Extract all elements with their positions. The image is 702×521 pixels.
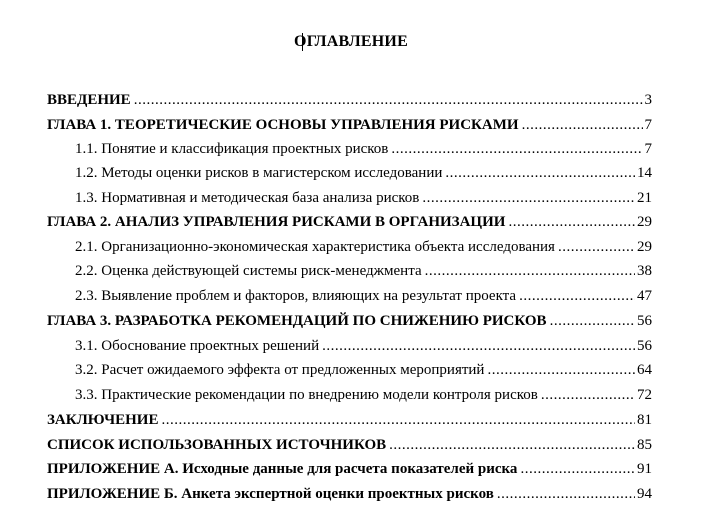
toc-page-number: 56 [637, 338, 652, 354]
toc-entry-text: ПРИЛОЖЕНИЕ А. Исходные данные для расчета показателей риска [47, 461, 518, 477]
toc-entry-section-2-2[interactable] [75, 262, 652, 280]
dot-leader [422, 189, 635, 207]
toc-entry-text: 3.3. Практические рекомендации по внедрению модели контроля рисков [75, 387, 538, 403]
toc-entry-chapter-1[interactable] [47, 116, 652, 134]
toc-entry-appendix-b[interactable] [47, 485, 652, 503]
toc-entry-text: 1.3. Нормативная и методическая база анализа рисков [75, 190, 420, 206]
dot-leader [508, 213, 635, 231]
dot-leader [522, 116, 643, 134]
toc-page-number: 38 [637, 263, 652, 279]
toc-page-number: 47 [637, 288, 652, 304]
dot-leader [134, 91, 643, 109]
toc-page-number: 81 [637, 412, 652, 428]
toc-entry-section-1-1[interactable] [75, 140, 652, 158]
toc-page-number: 29 [637, 239, 652, 255]
dot-leader [389, 436, 635, 454]
toc-page-number: 91 [637, 461, 652, 477]
dot-leader [550, 312, 635, 330]
toc-entry-section-1-3[interactable] [75, 189, 652, 207]
dot-leader [322, 337, 635, 355]
toc-entry-text: ГЛАВА 3. РАЗРАБОТКА РЕКОМЕНДАЦИЙ ПО СНИЖЕНИЮ РИСКОВ [47, 313, 547, 329]
toc-entry-introduction[interactable] [47, 91, 652, 109]
toc-entry-chapter-2[interactable] [47, 213, 652, 231]
toc-entry-text: ГЛАВА 2. АНАЛИЗ УПРАВЛЕНИЯ РИСКАМИ В ОРГАНИЗАЦИИ [47, 214, 506, 230]
toc-entry-text: ЗАКЛЮЧЕНИЕ [47, 412, 159, 428]
toc-entry-section-2-3[interactable] [75, 287, 652, 305]
toc-entry-text: 3.1. Обоснование проектных решений [75, 338, 320, 354]
toc-entry-section-3-2[interactable] [75, 361, 652, 379]
toc-entry-text: ПРИЛОЖЕНИЕ Б. Анкета экспертной оценки проектных рисков [47, 486, 494, 502]
toc-entry-conclusion[interactable] [47, 411, 652, 429]
toc-page-number: 29 [637, 214, 652, 230]
dot-leader [520, 460, 635, 478]
toc-entry-section-1-2[interactable] [75, 164, 652, 182]
dot-leader [391, 140, 642, 158]
dot-leader [519, 287, 635, 305]
toc-page-number: 7 [644, 117, 652, 133]
dot-leader [487, 361, 635, 379]
toc-entry-text: 2.3. Выявление проблем и факторов, влияющих на результат проекта [75, 288, 517, 304]
toc-entry-text: ВВЕДЕНИЕ [47, 92, 131, 108]
toc-entry-text: 1.1. Понятие и классификация проектных рисков [75, 141, 389, 157]
dot-leader [541, 386, 635, 404]
toc-entry-text: 2.2. Оценка действующей системы риск-менеджмента [75, 263, 422, 279]
toc-page-number: 64 [637, 362, 652, 378]
toc-entry-text: ГЛАВА 1. ТЕОРЕТИЧЕСКИЕ ОСНОВЫ УПРАВЛЕНИЯ РИСКАМИ [47, 117, 519, 133]
toc-entry-text: СПИСОК ИСПОЛЬЗОВАННЫХ ИСТОЧНИКОВ [47, 437, 387, 453]
toc-page-number: 3 [644, 92, 652, 108]
toc-entry-text: 3.2. Расчет ожидаемого эффекта от предложенных мероприятий [75, 362, 485, 378]
toc-page-number: 14 [637, 165, 652, 181]
dot-leader [497, 485, 635, 503]
toc-entry-text: 1.2. Методы оценки рисков в магистерском исследовании [75, 165, 443, 181]
toc-entry-section-2-1[interactable] [75, 238, 652, 256]
toc-page-number: 21 [637, 190, 652, 206]
toc-page-number: 94 [637, 486, 652, 502]
dot-leader [558, 238, 635, 256]
toc-page-number: 56 [637, 313, 652, 329]
toc-entry-chapter-3[interactable] [47, 312, 652, 330]
toc-entry-references[interactable] [47, 436, 652, 454]
dot-leader [161, 411, 635, 429]
toc-page-number: 7 [644, 141, 652, 157]
toc-page-number: 85 [637, 437, 652, 453]
toc-entry-text: 2.1. Организационно-экономическая характеристика объекта исследования [75, 239, 555, 255]
toc-entry-section-3-1[interactable] [75, 337, 652, 355]
dot-leader [425, 262, 635, 280]
dot-leader [445, 164, 635, 182]
toc-page-number: 72 [637, 387, 652, 403]
page-title: ОГЛАВЛЕНИЕ [294, 33, 408, 50]
toc-entry-section-3-3[interactable] [75, 386, 652, 404]
toc-entry-appendix-a[interactable] [47, 460, 652, 478]
